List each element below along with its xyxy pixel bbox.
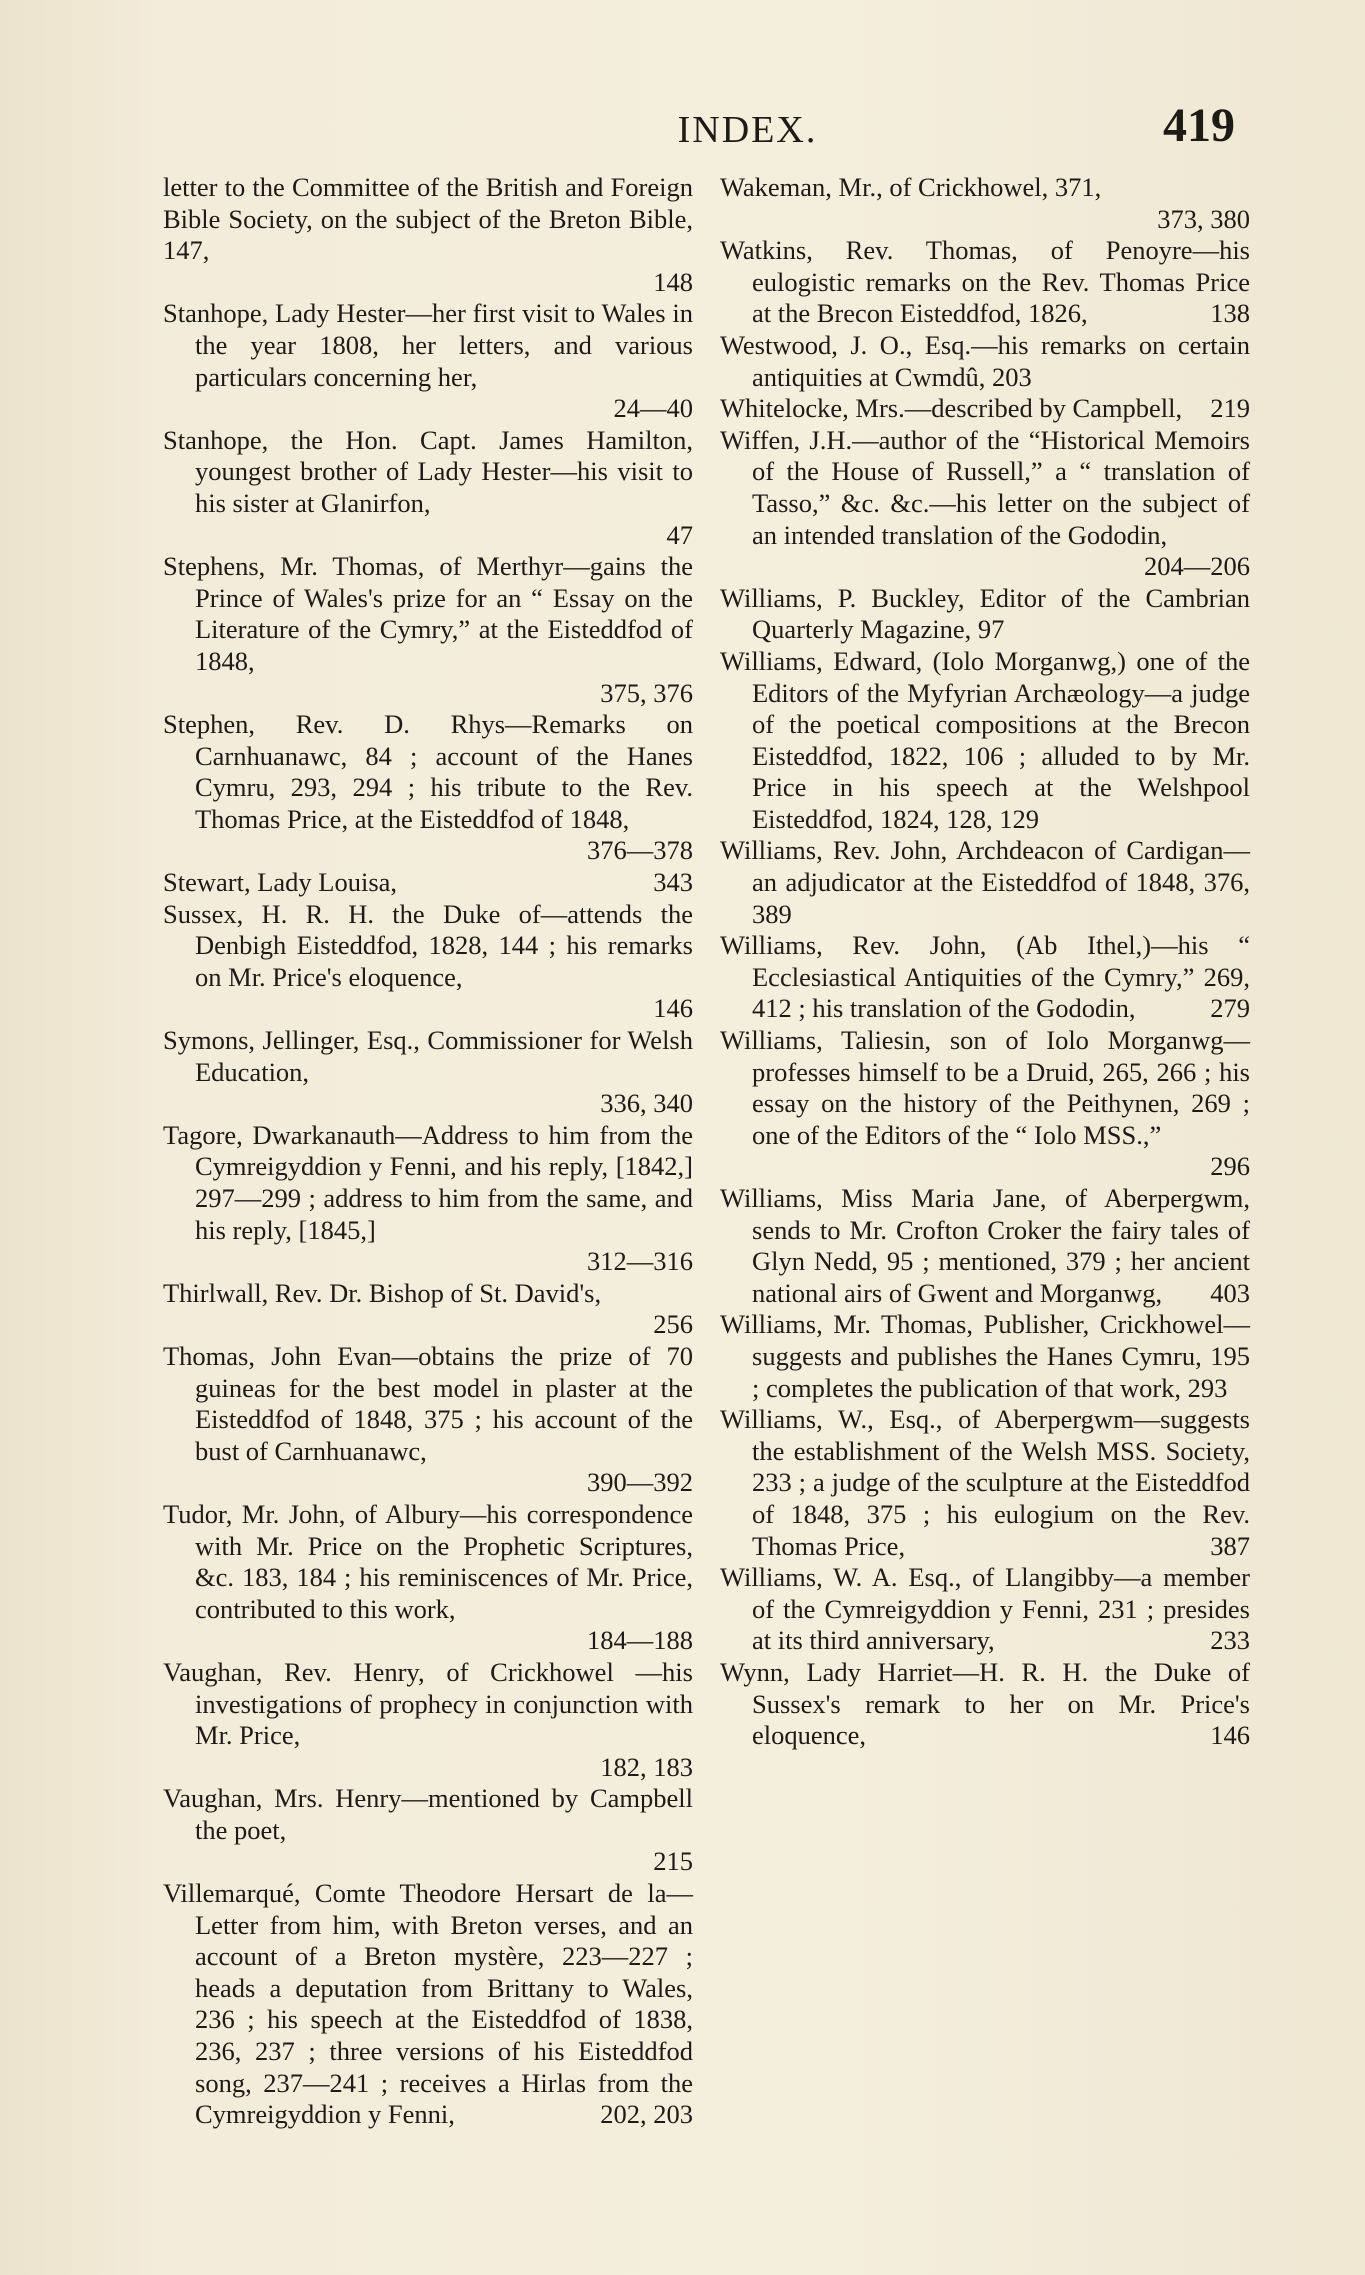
index-entry bbox=[163, 709, 693, 867]
entry-pages: 146 bbox=[1210, 1720, 1250, 1751]
entry-text: Wiffen, J.H.—author of the “Historical Memoirs of the House of Russell,” a “ translation of Tasso,” &c. &c.—his letter on the subject of an intended translation of the Gododin, bbox=[720, 424, 1250, 550]
entry-text: Villemarqué, Comte Theodore Hersart de la—Letter from him, with Breton verses, and an account of a Breton mystère, 223—227 ; heads a deputation from Brittany to Wales, 236 ; his speech at the Eisteddfod of 1838, 236, 237 ; three versions of his Eisteddfod song, 237—241 ; receives a Hirlas from the Cymreigyddion y Fenni, bbox=[163, 1878, 693, 2130]
index-entry bbox=[163, 1783, 693, 1878]
entry-text: Williams, Edward, (Iolo Morganwg,) one of the Editors of the Myfyrian Archæology—a judge of the poetical compositions at the Brecon Eisteddfod, 1822, 106 ; alluded to by Mr. Price in his speech at the Welshpool Eisteddfod, 1824, 128, 129 bbox=[720, 645, 1250, 834]
entry-text: Williams, P. Buckley, Editor of the Cambrian Quarterly Magazine, 97 bbox=[720, 582, 1250, 645]
entry-text: Williams, Rev. John, Archdeacon of Cardigan—an adjudicator at the Eisteddfod of 1848, 376, 389 bbox=[720, 835, 1250, 929]
index-entry bbox=[163, 867, 693, 899]
entry-text: letter to the Committee of the British and Foreign Bible Society, on the subject of the Breton Bible, 147, bbox=[163, 172, 693, 266]
index-entry bbox=[163, 1499, 693, 1657]
entry-text: Stanhope, Lady Hester—her first visit to Wales in the year 1808, her letters, and various particulars concerning her, bbox=[163, 298, 693, 392]
entry-pages: 215 bbox=[653, 1846, 693, 1877]
entry-pages: 24—40 bbox=[613, 393, 693, 424]
entry-pages: 204—206 bbox=[1144, 551, 1250, 582]
index-entry bbox=[720, 835, 1250, 930]
entry-text: Williams, W. A. Esq., of Llangibby—a member of the Cymreigyddion y Fenni, 231 ; presides at its third anniversary, bbox=[720, 1562, 1250, 1656]
entry-text: Stephen, Rev. D. Rhys—Remarks on Carnhuanawc, 84 ; account of the Hanes Cymru, 293, 294 ; his tribute to the Rev. Thomas Price, at the Eisteddfod of 1848, bbox=[163, 709, 693, 834]
entry-pages: 373, 380 bbox=[1157, 203, 1250, 234]
entry-text: Tagore, Dwarkanauth—Address to him from the Cymreigyddion y Fenni, and his reply, [1842,] 297—299 ; address to him from the same, and his reply, [1845,] bbox=[163, 1119, 693, 1245]
entry-pages: 390—392 bbox=[587, 1467, 693, 1498]
index-entry bbox=[163, 425, 693, 551]
index-entry bbox=[163, 899, 693, 1025]
entry-text: Stanhope, the Hon. Capt. James Hamilton, youngest brother of Lady Hester—his visit to his sister at Glanirfon, bbox=[163, 424, 693, 518]
entry-text: Williams, W., Esq., of Aberpergwm—suggests the establishment of the Welsh MSS. Society, 233 ; a judge of the sculpture at the Eisteddfod of 1848, 375 ; his eulogium on the Rev. Thomas Price, bbox=[720, 1404, 1250, 1561]
entry-text: Wakeman, Mr., of Crickhowel, 371, bbox=[720, 172, 1102, 202]
entry-text: Stewart, Lady Louisa, bbox=[163, 867, 398, 898]
entry-text: Watkins, Rev. Thomas, of Penoyre—his eulogistic remarks on the Rev. Thomas Price at the Brecon Eisteddfod, 1826, bbox=[720, 235, 1250, 329]
entry-text: Thirlwall, Rev. Dr. Bishop of St. David's, bbox=[163, 1277, 602, 1308]
index-entry bbox=[720, 235, 1250, 330]
entry-pages: 219 bbox=[1210, 393, 1250, 424]
index-entry bbox=[720, 646, 1250, 836]
page-title: INDEX. bbox=[677, 109, 818, 151]
index-column-left bbox=[163, 172, 693, 2131]
entry-text: Whitelocke, Mrs.—described by Campbell, bbox=[720, 393, 1183, 424]
entry-text: Thomas, John Evan—obtains the prize of 70 guineas for the best model in plaster at the Eisteddfod of 1848, 375 ; his account of the bust of Carnhuanawc, bbox=[163, 1340, 693, 1466]
index-entry bbox=[720, 172, 1250, 235]
entry-text: Wynn, Lady Harriet—H. R. H. the Duke of Sussex's remark to her on Mr. Price's eloquence, bbox=[720, 1656, 1250, 1751]
page-number: 419 bbox=[1163, 99, 1235, 152]
running-head bbox=[170, 100, 1265, 160]
entry-text: Stephens, Mr. Thomas, of Merthyr—gains the Prince of Wales's prize for an “ Essay on the Literature of the Cymry,” at the Eisteddfod of 1848, bbox=[163, 551, 693, 676]
entry-text: Williams, Miss Maria Jane, of Aberpergwm, sends to Mr. Crofton Croker the fairy tales of Glyn Nedd, 95 ; mentioned, 379 ; her ancient national airs of Gwent and Morganwg, bbox=[720, 1183, 1250, 1308]
index-entry bbox=[163, 298, 693, 424]
index-entry bbox=[720, 583, 1250, 646]
entry-pages: 279 bbox=[1210, 993, 1250, 1024]
entry-pages: 336, 340 bbox=[600, 1088, 693, 1119]
entry-text: Sussex, H. R. H. the Duke of—attends the Denbigh Eisteddfod, 1828, 144 ; his remarks on Mr. Price's eloquence, bbox=[163, 898, 693, 992]
index-entry bbox=[163, 1278, 693, 1341]
index-entry bbox=[720, 1309, 1250, 1404]
index-entry bbox=[163, 1878, 693, 2131]
index-entry bbox=[163, 551, 693, 709]
entry-pages: 146 bbox=[653, 993, 693, 1024]
entry-pages: 387 bbox=[1210, 1530, 1250, 1561]
entry-text: Williams, Mr. Thomas, Publisher, Crickhowel—suggests and publishes the Hanes Cymru, 195 ; completes the publication of that work, 293 bbox=[720, 1309, 1250, 1403]
index-entry bbox=[163, 1025, 693, 1120]
index-entry bbox=[720, 1562, 1250, 1657]
entry-pages: 376—378 bbox=[587, 835, 693, 866]
entry-pages: 256 bbox=[653, 1309, 693, 1340]
index-entry bbox=[720, 1025, 1250, 1183]
entry-text: Vaughan, Mrs. Henry—mentioned by Campbell the poet, bbox=[163, 1783, 693, 1845]
index-entry bbox=[163, 1657, 693, 1783]
index-entry bbox=[163, 1341, 693, 1499]
entry-text: Tudor, Mr. John, of Albury—his correspondence with Mr. Price on the Prophetic Scriptures, &c. 183, 184 ; his reminiscences of Mr. Price, contributed to this work, bbox=[163, 1498, 693, 1624]
entry-pages: 47 bbox=[666, 519, 693, 550]
entry-text: Williams, Taliesin, son of Iolo Morganwg—professes himself to be a Druid, 265, 266 ; his essay on the history of the Peithynen, 269 ; one of the Editors of the “ Iolo MSS.,” bbox=[720, 1025, 1250, 1150]
index-entry bbox=[720, 1404, 1250, 1562]
index-entry bbox=[720, 393, 1250, 425]
entry-text: Williams, Rev. John, (Ab Ithel,)—his “ Ecclesiastical Antiquities of the Cymry,” 269, 412 ; his translation of the Gododin, bbox=[720, 930, 1250, 1024]
entry-text: Westwood, J. O., Esq.—his remarks on certain antiquities at Cwmdû, 203 bbox=[720, 329, 1250, 392]
entry-pages: 182, 183 bbox=[600, 1751, 693, 1782]
entry-pages: 233 bbox=[1210, 1625, 1250, 1656]
index-entry bbox=[163, 172, 693, 298]
entry-pages: 296 bbox=[1210, 1151, 1250, 1182]
entry-text: Vaughan, Rev. Henry, of Crickhowel —his investigations of prophecy in conjunction with Mr. Price, bbox=[163, 1656, 693, 1751]
index-entry bbox=[720, 930, 1250, 1025]
entry-pages: 184—188 bbox=[587, 1625, 693, 1656]
entry-pages: 343 bbox=[653, 867, 693, 898]
index-entry bbox=[720, 1183, 1250, 1309]
index-entry bbox=[720, 425, 1250, 583]
entry-pages: 202, 203 bbox=[600, 2099, 693, 2130]
entry-pages: 375, 376 bbox=[600, 677, 693, 708]
entry-pages: 403 bbox=[1210, 1277, 1250, 1308]
entry-pages: 312—316 bbox=[587, 1246, 693, 1277]
index-column-right bbox=[720, 172, 1250, 1752]
index-entry bbox=[163, 1120, 693, 1278]
entry-text: Symons, Jellinger, Esq., Commissioner for Welsh Education, bbox=[163, 1025, 693, 1087]
entry-pages: 148 bbox=[653, 266, 693, 297]
index-entry bbox=[720, 1657, 1250, 1752]
index-entry bbox=[720, 330, 1250, 393]
entry-pages: 138 bbox=[1210, 298, 1250, 329]
